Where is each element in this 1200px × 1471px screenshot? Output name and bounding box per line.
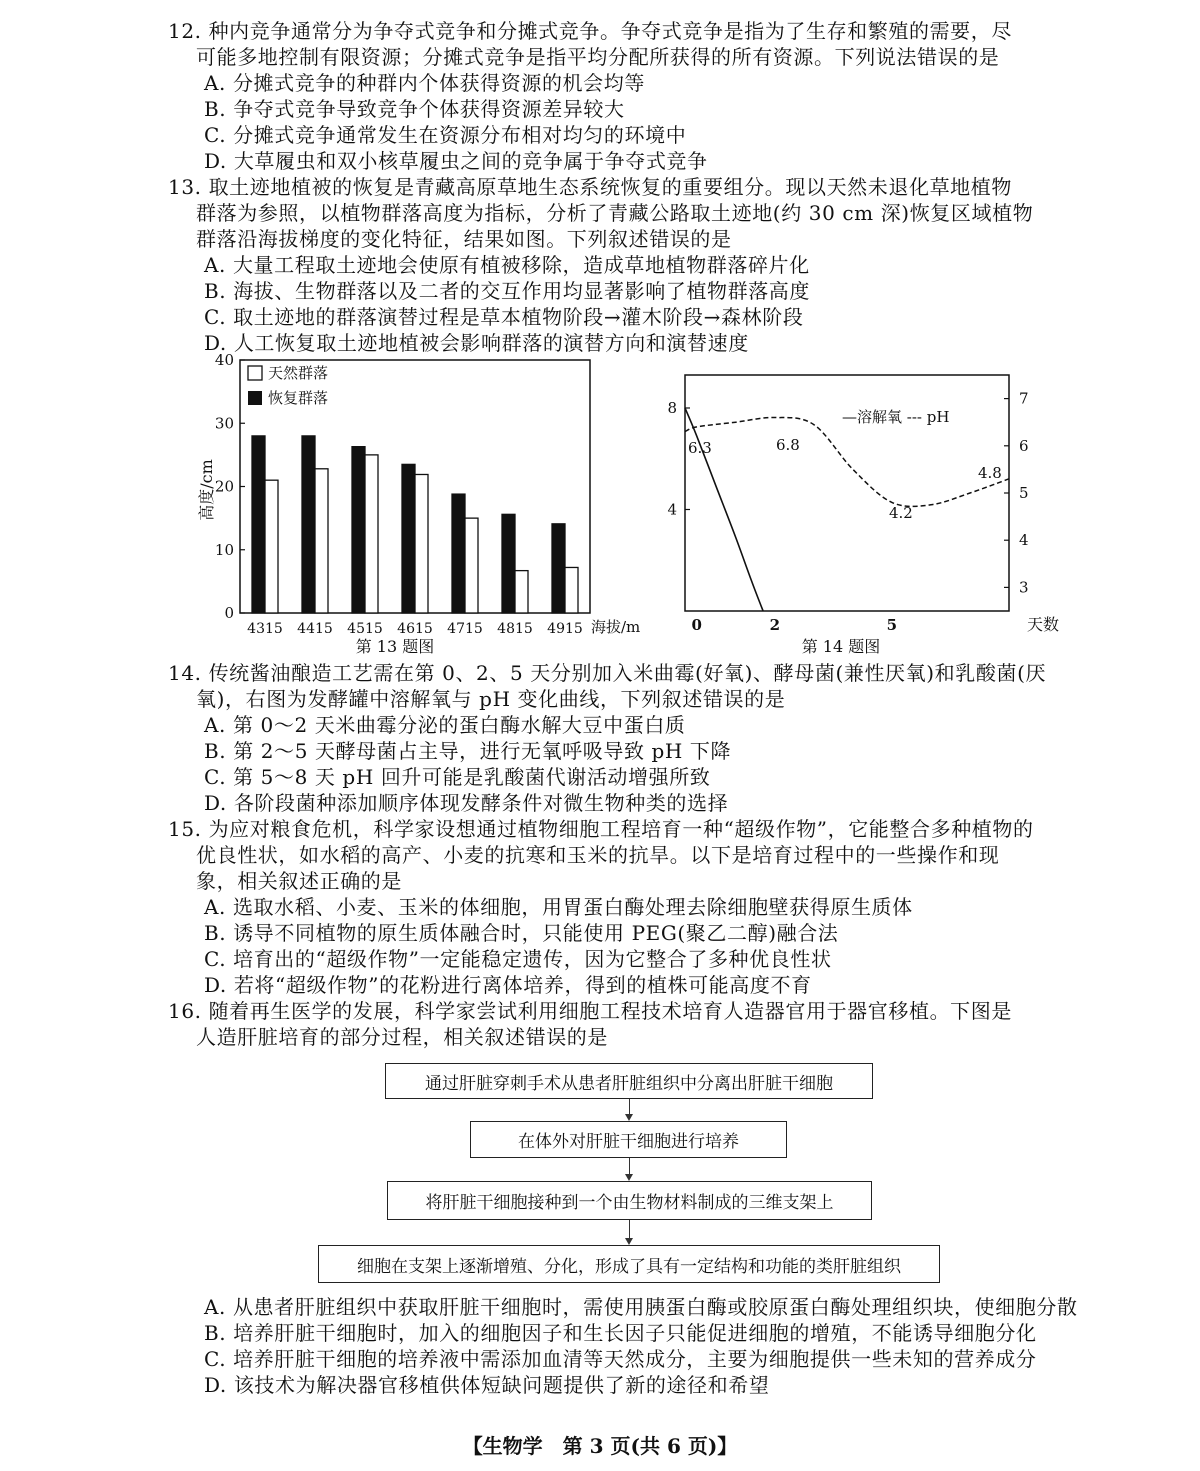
q14-stem-line1: 14. 传统酱油酿造工艺需在第 0、2、5 天分别加入米曲霉(好氧)、酵母菌(兼性厌氧)和乳酸菌(厌 — [168, 661, 1047, 685]
bar-restored-4915 — [552, 524, 565, 613]
bar-natural-4815 — [515, 571, 528, 613]
q14-option-d: D. 各阶段菌种添加顺序体现发酵条件对微生物种类的选择 — [204, 791, 729, 815]
legend-restored-label: 恢复群落 — [268, 389, 329, 407]
fig13-xtick-4315: 4315 — [247, 621, 283, 637]
fig14-caption: 第 14 题图 — [801, 637, 881, 656]
flow-arrow-2 — [629, 1158, 630, 1179]
q13-option-d: D. 人工恢复取土迹地植被会影响群落的演替方向和演替速度 — [204, 331, 749, 355]
bar-restored-4715 — [452, 494, 465, 613]
q13-stem-line3: 群落沿海拔梯度的变化特征，结果如图。下列叙述错误的是 — [196, 227, 732, 251]
q13-option-a: A. 大量工程取土迹地会使原有植被移除，造成草地植物群落碎片化 — [204, 253, 810, 277]
fig14-right-tick-6: 6 — [1019, 436, 1029, 455]
flow-arrow-3 — [629, 1220, 630, 1243]
bar-natural-4915 — [565, 567, 578, 613]
q15-stem-line3: 象，相关叙述正确的是 — [196, 869, 402, 893]
q16-option-d: D. 该技术为解决器官移植供体短缺问题提供了新的途径和希望 — [204, 1373, 770, 1397]
fig13-caption: 第 13 题图 — [355, 637, 435, 656]
flow-step-1-box: 通过肝脏穿刺手术从患者肝脏组织中分离出肝脏干细胞 — [385, 1063, 873, 1099]
fig13-ytick-20: 20 — [214, 477, 234, 496]
fig14-xtick-2: 2 — [769, 616, 781, 634]
q12-option-c: C. 分摊式竞争通常发生在资源分布相对均匀的环境中 — [204, 123, 687, 147]
fig13-ytick-40: 40 — [214, 351, 234, 369]
bar-restored-4615 — [402, 464, 415, 613]
q12-stem-line2: 可能多地控制有限资源；分摊式竞争是指平均分配所获得的所有资源。下列说法错误的是 — [196, 45, 1000, 69]
fig14-right-tick-3: 3 — [1019, 578, 1029, 597]
bar-restored-4315 — [252, 436, 265, 613]
q12-stem-line1: 12. 种内竞争通常分为争夺式竞争和分摊式竞争。争夺式竞争是指为了生存和繁殖的需要，尽 — [168, 19, 1012, 43]
fig13-ytick-0: 0 — [224, 604, 234, 622]
fig13-xtick-4415: 4415 — [297, 621, 333, 637]
fig13-ytick-10: 10 — [214, 540, 234, 559]
legend-natural-swatch — [248, 366, 262, 380]
fig14-xtick-5: 5 — [886, 616, 898, 634]
bar-natural-4715 — [465, 518, 478, 613]
q14-stem-line2: 氧)，右图为发酵罐中溶解氧与 pH 变化曲线，下列叙述错误的是 — [196, 687, 786, 711]
page-footer: 【生物学 第 3 页(共 6 页)】 — [462, 1434, 738, 1458]
bar-restored-4815 — [502, 514, 515, 613]
bar-restored-4415 — [302, 436, 315, 613]
fig14-right-tick-4: 4 — [1019, 531, 1029, 550]
q15-option-a: A. 选取水稻、小麦、玉米的体细胞，用胃蛋白酶处理去除细胞壁获得原生质体 — [204, 895, 913, 919]
fig14-legend: —溶解氧 --- pH — [842, 408, 950, 426]
q15-option-b: B. 诱导不同植物的原生质体融合时，只能使用 PEG(聚乙二醇)融合法 — [204, 921, 839, 945]
bar-natural-4415 — [315, 469, 328, 613]
q13-option-c: C. 取土迹地的群落演替过程是草本植物阶段→灌木阶段→森林阶段 — [204, 305, 804, 329]
fig14-left-tick-4: 4 — [667, 500, 677, 519]
fig14-right-tick-5: 5 — [1019, 484, 1029, 502]
q12-option-d: D. 大草履虫和双小核草履虫之间的竞争属于争夺式竞争 — [204, 149, 708, 173]
fig13-xtick-4515: 4515 — [347, 621, 383, 637]
ph-line — [685, 417, 1009, 506]
fig14-xlabel: 天数 — [1027, 615, 1060, 634]
q16-option-a: A. 从患者肝脏组织中获取肝脏干细胞时，需使用胰蛋白酶或胶原蛋白酶处理组织块，使细胞分散 — [204, 1295, 1078, 1319]
flow-step-3-box: 将肝脏干细胞接种到一个由生物材料制成的三维支架上 — [387, 1181, 872, 1220]
q13-stem-line2: 群落为参照，以植物群落高度为指标，分析了青藏公路取土迹地(约 30 cm 深)恢复区域植物 — [196, 201, 1034, 225]
figure-14-line-chart — [655, 365, 1075, 660]
bar-natural-4515 — [365, 455, 378, 613]
fig13-ylabel: 高度/cm — [197, 459, 216, 521]
q15-stem-line2: 优良性状，如水稻的高产、小麦的抗寒和玉米的抗旱。以下是培育过程中的一些操作和现 — [196, 843, 1000, 867]
flow-arrow-1 — [629, 1099, 630, 1119]
flow-step-4-box: 细胞在支架上逐渐增殖、分化，形成了具有一定结构和功能的类肝脏组织 — [318, 1245, 940, 1283]
fig13-ytick-30: 30 — [214, 414, 234, 433]
annotation-4-8: 4.8 — [978, 464, 1002, 482]
q15-stem-line1: 15. 为应对粮食危机，科学家设想通过植物细胞工程培育一种“超级作物”，它能整合多种植物的 — [168, 817, 1034, 841]
fig13-xtick-4615: 4615 — [397, 621, 433, 637]
q14-option-b: B. 第 2～5 天酵母菌占主导，进行无氧呼吸导致 pH 下降 — [204, 739, 732, 763]
q12-option-b: B. 争夺式竞争导致竞争个体获得资源差异较大 — [204, 97, 625, 121]
bar-natural-4615 — [415, 474, 428, 613]
q15-option-d: D. 若将“超级作物”的花粉进行离体培养，得到的植株可能高度不育 — [204, 973, 812, 997]
q14-option-a: A. 第 0～2 天米曲霉分泌的蛋白酶水解大豆中蛋白质 — [204, 713, 686, 737]
q16-option-b: B. 培养肝脏干细胞时，加入的细胞因子和生长因子只能促进细胞的增殖，不能诱导细胞分化 — [204, 1321, 1037, 1345]
legend-natural-label: 天然群落 — [268, 364, 329, 382]
fig13-xtick-4915: 4915 — [547, 621, 583, 637]
q14-option-c: C. 第 5～8 天 pH 回升可能是乳酸菌代谢活动增强所致 — [204, 765, 711, 789]
q16-option-c: C. 培养肝脏干细胞的培养液中需添加血清等天然成分，主要为细胞提供一些未知的营养成分 — [204, 1347, 1037, 1371]
annotation-6-3: 6.3 — [688, 439, 712, 457]
q13-option-b: B. 海拔、生物群落以及二者的交互作用均显著影响了植物群落高度 — [204, 279, 811, 303]
fig14-left-tick-8: 8 — [667, 398, 677, 417]
flow-step-2-box: 在体外对肝脏干细胞进行培养 — [470, 1121, 787, 1158]
fig13-xtick-4815: 4815 — [497, 621, 533, 637]
legend-restored-swatch — [248, 391, 262, 405]
q13-stem-line1: 13. 取土迹地植被的恢复是青藏高原草地生态系统恢复的重要组分。现以天然未退化草地植物 — [168, 175, 1012, 199]
bar-natural-4315 — [265, 480, 278, 613]
annotation-4-2: 4.2 — [889, 504, 913, 522]
q16-stem-line1: 16. 随着再生医学的发展，科学家尝试利用细胞工程技术培育人造器官用于器官移植。下图是 — [168, 999, 1012, 1023]
fig14-right-tick-7: 7 — [1019, 389, 1029, 408]
fig13-xlabel: 海拔/m — [591, 618, 641, 636]
fig14-xtick-0: 0 — [691, 616, 702, 634]
bar-restored-4515 — [352, 447, 365, 613]
q15-option-c: C. 培育出的“超级作物”一定能稳定遗传，因为它整合了多种优良性状 — [204, 947, 832, 971]
fig13-xtick-4715: 4715 — [447, 621, 483, 637]
annotation-6-8: 6.8 — [776, 436, 800, 454]
q16-stem-line2: 人造肝脏培育的部分过程，相关叙述错误的是 — [196, 1025, 608, 1049]
q12-option-a: A. 分摊式竞争的种群内个体获得资源的机会均等 — [204, 71, 645, 95]
figure-13-bar-chart — [190, 350, 670, 660]
